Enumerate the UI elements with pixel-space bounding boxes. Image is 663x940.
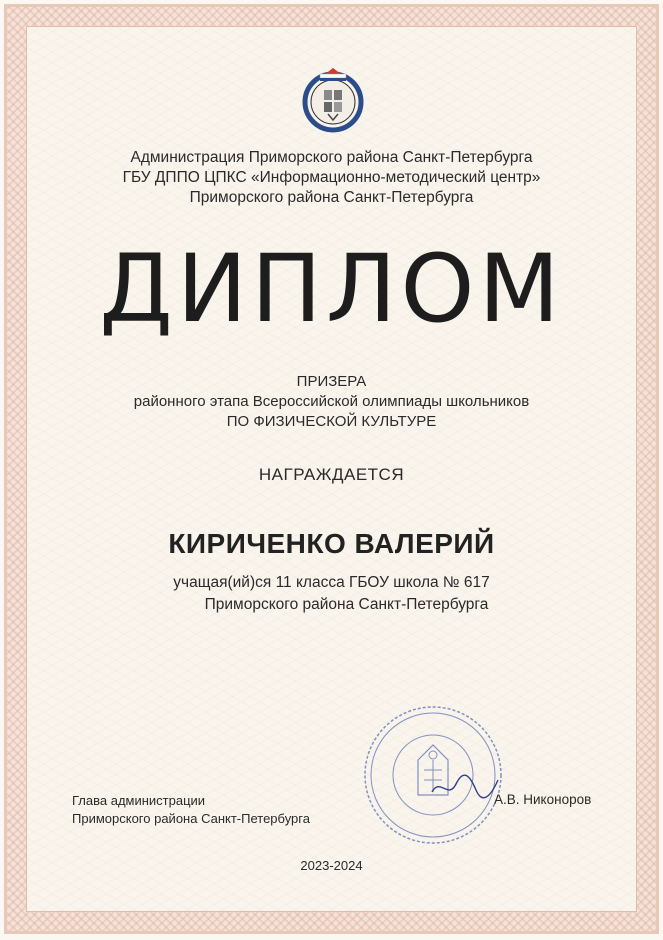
- org-line: Администрация Приморского района Санкт-Петербурга: [130, 149, 533, 166]
- organization-block: [40, 148, 623, 208]
- olympiad-subject: ПО ФИЗИЧЕСКОЙ КУЛЬТУРЕ: [226, 413, 437, 430]
- org-line: Приморского района Санкт-Петербурга: [189, 189, 474, 206]
- diploma-title: ДИПЛОМ: [99, 235, 564, 344]
- recipient-details: [40, 572, 623, 616]
- recipient-school: учащая(ий)ся 11 класса ГБОУ школа № 617: [173, 574, 490, 591]
- handwritten-signature: [430, 772, 500, 802]
- position-line: Глава администрации: [72, 793, 206, 808]
- awarded-label: НАГРАЖДАЕТСЯ: [258, 465, 405, 484]
- position-line: Приморского района Санкт-Петербурга: [72, 811, 310, 826]
- academic-year: 2023-2024: [300, 858, 363, 873]
- award-description: [40, 372, 623, 432]
- olympiad-stage: районного этапа Всероссийской олимпиады школьников: [133, 393, 530, 410]
- signatory-position: [72, 792, 310, 828]
- recipient-name: КИРИЧЕНКО ВАЛЕРИЙ: [168, 528, 495, 559]
- award-rank: ПРИЗЕРА: [296, 373, 367, 390]
- org-line: ГБУ ДППО ЦПКС «Информационно-методический центр»: [122, 169, 541, 186]
- olympiad-emblem-icon: [298, 64, 368, 134]
- signatory-name: А.В. Никоноров: [494, 792, 592, 807]
- recipient-district: Приморского района Санкт-Петербурга: [204, 596, 489, 613]
